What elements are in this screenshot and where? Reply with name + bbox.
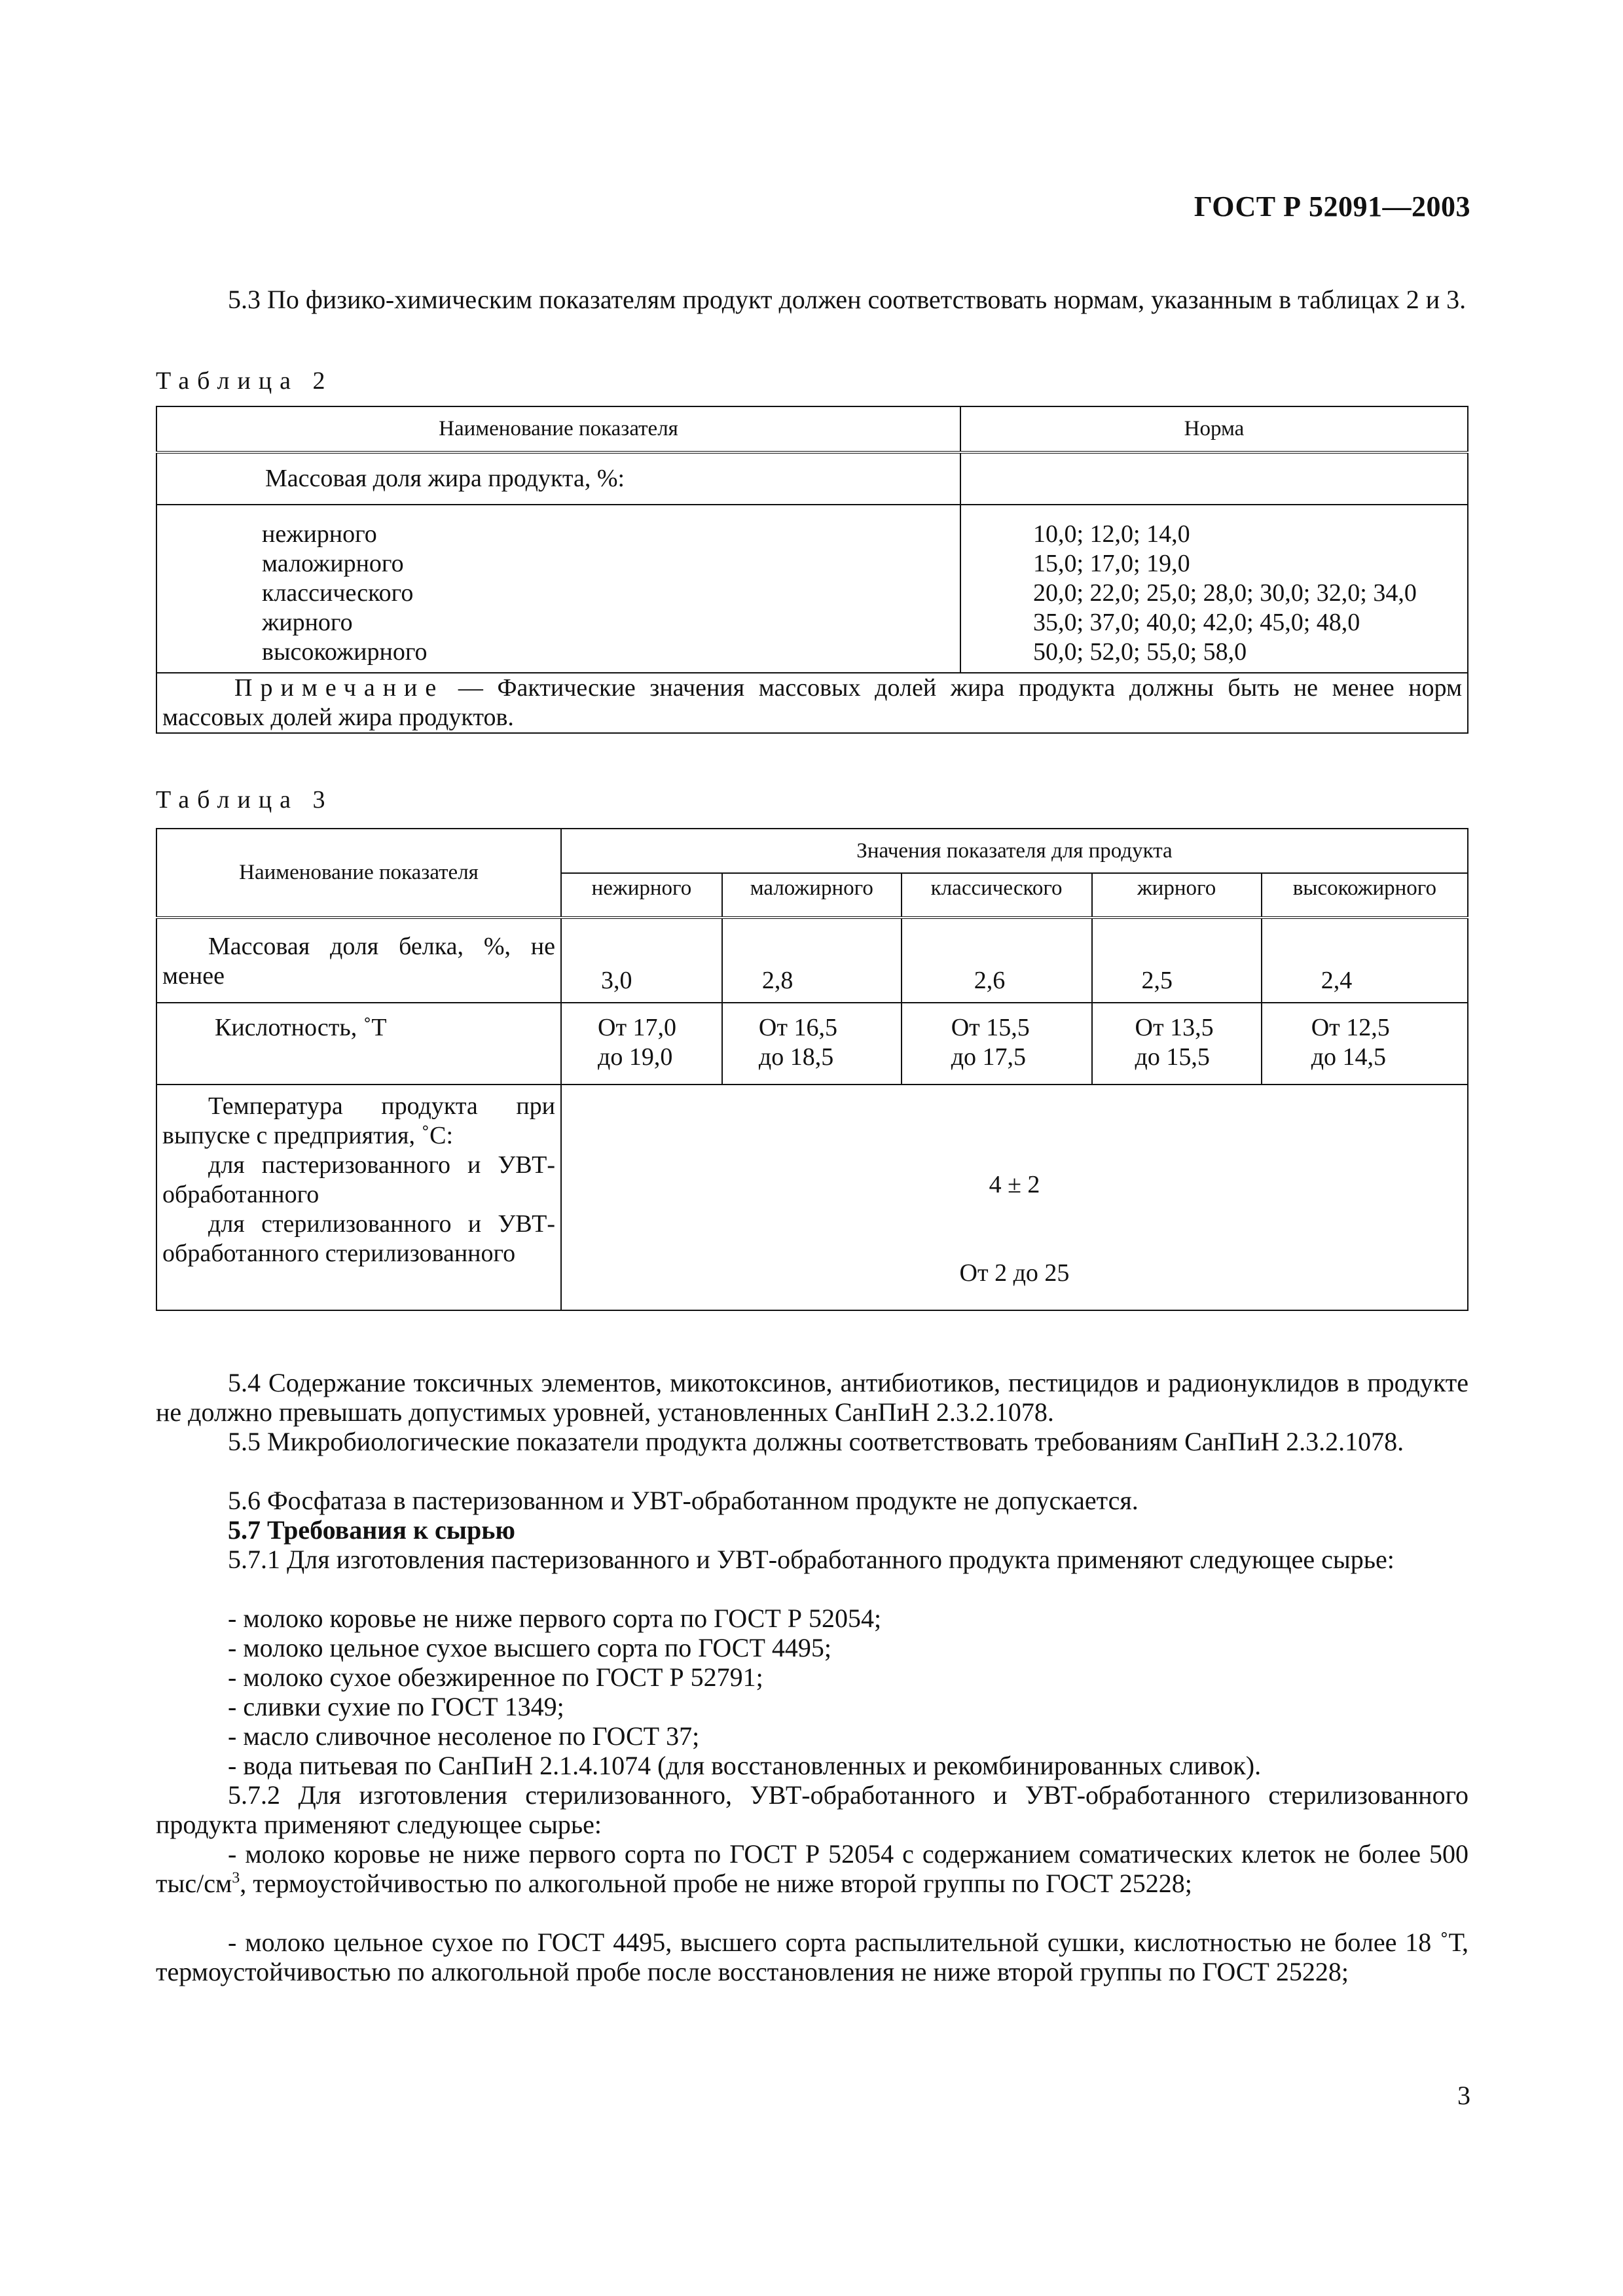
acidity-to: до 14,5	[1311, 1043, 1387, 1071]
table-2-names-cell	[156, 505, 960, 673]
table-3-subheader: маложирного	[722, 873, 902, 918]
list-item: - молоко коровье не ниже первого сорта по ГОСТ Р 52054;	[228, 1604, 882, 1633]
table-3-caption: Таблица 3	[156, 786, 333, 814]
temperature-value-sterilized: От 2 до 25	[959, 1259, 1070, 1287]
paragraph-5-7-1: 5.7.1 Для изготовления пастеризованного и УВТ-обработанного продукта применяют следующее сырье:	[228, 1545, 1395, 1574]
table-3-protein-value: 3,0	[561, 918, 722, 1003]
table-3-subheader: жирного	[1092, 873, 1262, 918]
list-5-7-1	[156, 1604, 1468, 1780]
list-item: - сливки сухие по ГОСТ 1349;	[228, 1692, 564, 1721]
list-item: - масло сливочное несоленое по ГОСТ 37;	[228, 1721, 700, 1751]
item-a-text-end: , термоустойчивостью по алкогольной пробе не ниже второй группы по ГОСТ 25228;	[240, 1869, 1192, 1898]
acidity-to: до 17,5	[951, 1043, 1027, 1071]
item-a-text: - молоко коровье не ниже первого сорта по ГОСТ Р 52054 с содержанием соматических клеток не более 500 тыс/см	[156, 1839, 1468, 1898]
table-2-row-value: 35,0; 37,0; 40,0; 42,0; 45,0; 48,0	[1033, 609, 1360, 636]
table-2-header-name: Наименование показателя	[156, 406, 960, 452]
table-3-header-values: Значения показателя для продукта	[561, 829, 1468, 873]
item-a-superscript: 3	[232, 1869, 240, 1887]
acidity-from: От 17,0	[598, 1014, 677, 1041]
table-2-row-value: 15,0; 17,0; 19,0	[1033, 550, 1190, 577]
heading-5-7: 5.7 Требования к сырью	[228, 1515, 515, 1545]
table-2	[156, 406, 1468, 734]
table-3-acidity-value	[1262, 1003, 1468, 1085]
page-number: 3	[1457, 2081, 1470, 2110]
table-3-temperature-name	[156, 1085, 561, 1310]
table-3-protein-value: 2,6	[902, 918, 1092, 1003]
list-item-a	[156, 1839, 1468, 1898]
acidity-to: до 15,5	[1135, 1043, 1210, 1071]
table-2-group-empty	[960, 452, 1468, 505]
table-3-protein-value: 2,4	[1262, 918, 1468, 1003]
table-2-values-cell	[960, 505, 1468, 673]
table-2-group-label: Массовая доля жира продукта, %:	[156, 452, 960, 505]
acidity-to: до 18,5	[758, 1043, 834, 1071]
table-2-note-label: Примечание	[234, 674, 445, 702]
table-3	[156, 828, 1468, 1311]
paragraph-5-6: 5.6 Фосфатаза в пастеризованном и УВТ-обработанном продукте не допускается.	[228, 1486, 1139, 1515]
acidity-from: От 12,5	[1311, 1014, 1390, 1041]
paragraph-5-7-2: 5.7.2 Для изготовления стерилизованного, УВТ-обработанного и УВТ-обработанного стерилизованного продукта применяют следующее сырье:	[156, 1780, 1468, 1839]
list-item: - молоко цельное сухое высшего сорта по ГОСТ 4495;	[228, 1633, 831, 1662]
acidity-from: От 13,5	[1135, 1014, 1214, 1041]
table-3-protein-value: 2,5	[1092, 918, 1262, 1003]
table-2-row-name: высокожирного	[262, 638, 428, 666]
table-2-row-name: классического	[262, 579, 414, 607]
table-3-acidity-value	[561, 1003, 722, 1085]
table-3-acidity-value	[1092, 1003, 1262, 1085]
acidity-from: От 15,5	[951, 1014, 1030, 1041]
temperature-line: Температура продукта при выпуске с предприятия, ˚С:	[162, 1092, 555, 1149]
document-code: ГОСТ Р 52091—2003	[1194, 190, 1470, 223]
table-3-header-name: Наименование показателя	[156, 829, 561, 918]
list-item-b: - молоко цельное сухое по ГОСТ 4495, высшего сорта распылительной сушки, кислотностью не более 18 ˚Т, термоустойчивостью по алкогольной пробе после восстановления не ниже второй группы по ГОСТ 25228;	[156, 1928, 1468, 1986]
table-3-subheader: нежирного	[561, 873, 722, 918]
temperature-line: для пастеризованного и УВТ-обработанного	[162, 1151, 555, 1208]
table-2-caption: Таблица 2	[156, 367, 333, 395]
table-3-acidity-value	[722, 1003, 902, 1085]
table-3-protein-name: Массовая доля белка, %, не менее	[156, 918, 561, 1003]
table-2-row-name: маложирного	[262, 550, 404, 577]
list-item: - молоко сухое обезжиренное по ГОСТ Р 52791;	[228, 1662, 763, 1692]
table-3-subheader: высокожирного	[1262, 873, 1468, 918]
table-3-protein-value: 2,8	[722, 918, 902, 1003]
table-3-acidity-value	[902, 1003, 1092, 1085]
table-2-row-name: нежирного	[262, 520, 377, 548]
table-3-acidity-name: Кислотность, ˚Т	[156, 1003, 561, 1085]
list-item: - вода питьевая по СанПиН 2.1.4.1074 (для восстановленных и рекомбинированных сливок).	[228, 1751, 1262, 1780]
table-2-row-name: жирного	[262, 609, 353, 636]
table-3-temperature-values	[561, 1085, 1468, 1310]
acidity-to: до 19,0	[598, 1043, 673, 1071]
acidity-from: От 16,5	[758, 1014, 837, 1041]
paragraph-5-5: 5.5 Микробиологические показатели продукта должны соответствовать требованиям СанПиН 2.3.2.1078.	[228, 1427, 1404, 1456]
paragraph-5-4: 5.4 Содержание токсичных элементов, микотоксинов, антибиотиков, пестицидов и радионуклидов в продукте не должно превышать допустимых уровней, установленных СанПиН 2.3.2.1078.	[156, 1368, 1468, 1427]
table-2-note	[156, 673, 1468, 733]
table-3-subheader: классического	[902, 873, 1092, 918]
temperature-value-pasteurized: 4 ± 2	[989, 1171, 1040, 1198]
temperature-line: для стерилизованного и УВТ-обработанного стерилизованного	[162, 1210, 555, 1267]
table-2-note-text: — Фактические значения массовых долей жира продукта должны быть не менее норм массовых долей жира продуктов.	[162, 674, 1462, 731]
table-2-row-value: 50,0; 52,0; 55,0; 58,0	[1033, 638, 1247, 666]
table-2-row-value: 20,0; 22,0; 25,0; 28,0; 30,0; 32,0; 34,0	[1033, 579, 1417, 607]
paragraph-5-3: 5.3 По физико-химическим показателям продукт должен соответствовать нормам, указанным в таблицах 2 и 3.	[228, 285, 1467, 314]
table-2-header-norm: Норма	[960, 406, 1468, 452]
table-2-row-value: 10,0; 12,0; 14,0	[1033, 520, 1190, 548]
